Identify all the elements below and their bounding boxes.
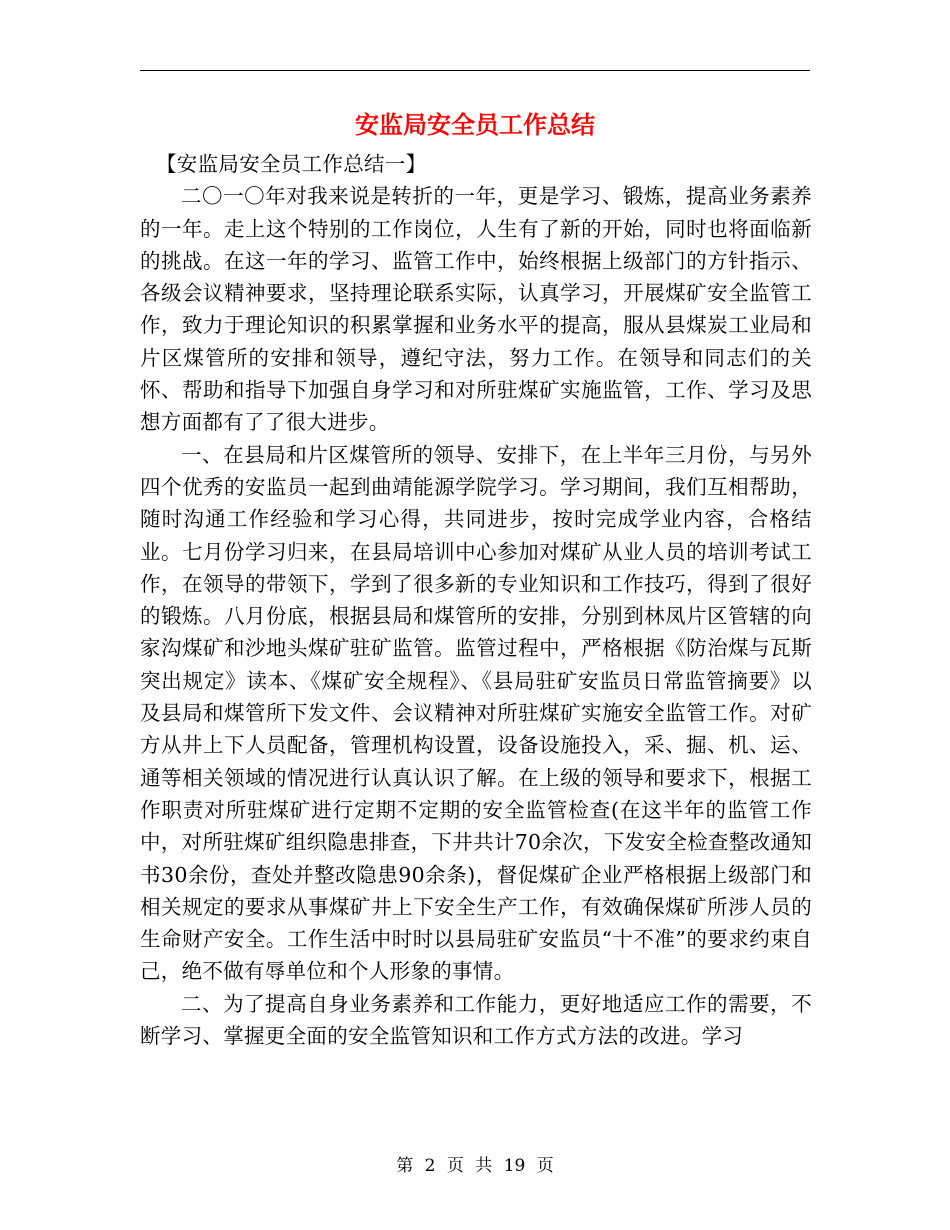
paragraph-intro: 二〇一〇年对我来说是转折的一年，更是学习、锻炼，提高业务素养的一年。走上这个特别的工作岗位，人生有了新的开始，同时也将面临新的挑战。在这一年的学习、监管工作中，始终根据上级部门的方针指示、各级会议精神要求，坚持理论联系实际，认真学习，开展煤矿安全监管工作，致力于理论知识的积累掌握和业务水平的提高，服从县煤炭工业局和片区煤管所的安排和领导，遵纪守法，努力工作。在领导和同志们的关怀、帮助和指导下加强自身学习和对所驻煤矿实施监管，工作、学习及思想方面都有了了很大进步。 — [140, 184, 812, 435]
page-footer: 第 2 页 共 19 页 — [396, 1156, 554, 1176]
paragraph-section-one: 一、在县局和片区煤管所的领导、安排下，在上半年三月份，与另外四个优秀的安监员一起到曲靖能源学院学习。学习期间，我们互相帮助，随时沟通工作经验和学习心得，共同进步，按时完成学业内容，合格结业。七月份学习归来，在县局培训中心参加对煤矿从业人员的培训考试工作，在领导的带领下，学到了很多新的专业知识和工作技巧，得到了很好的锻炼。八月份底，根据县局和煤管所的安排，分别到林凤片区管辖的向家沟煤矿和沙地头煤矿驻矿监管。监管过程中，严格根据《防治煤与瓦斯突出规定》读本、《煤矿安全规程》、《县局驻矿安监员日常监管摘要》以及县局和煤管所下发文件、会议精神对所驻煤矿实施安全监管工作。对矿方从井上下人员配备，管理机构设置，设备设施投入，采、掘、机、运、通等相关领域的情况进行认真认识了解。在上级的领导和要求下，根据工作职责对所驻煤矿进行定期不定期的安全监管检查(在这半年的监管工作中，对所驻煤矿组织隐患排查，下井共计70余次，下发安全检查整改通知书30余份，查处并整改隐患90余条)，督促煤矿企业严格根据上级部门和相关规定的要求从事煤矿井上下安全生产工作，有效确保煤矿所涉人员的生命财产安全。工作生活中时时以县局驻矿安监员“十不准”的要求约束自己，绝不做有辱单位和个人形象的事情。 — [140, 442, 812, 984]
document-body — [140, 148, 812, 1052]
document-title: 安监局安全员工作总结 — [355, 110, 595, 139]
paragraph-section-two: 二、为了提高自身业务素养和工作能力，更好地适应工作的需要，不断学习、掌握更全面的安全监管知识和工作方式方法的改进。学习 — [140, 991, 812, 1049]
header-rule — [140, 70, 810, 71]
section-subheading: 【安监局安全员工作总结一】 — [156, 152, 427, 176]
